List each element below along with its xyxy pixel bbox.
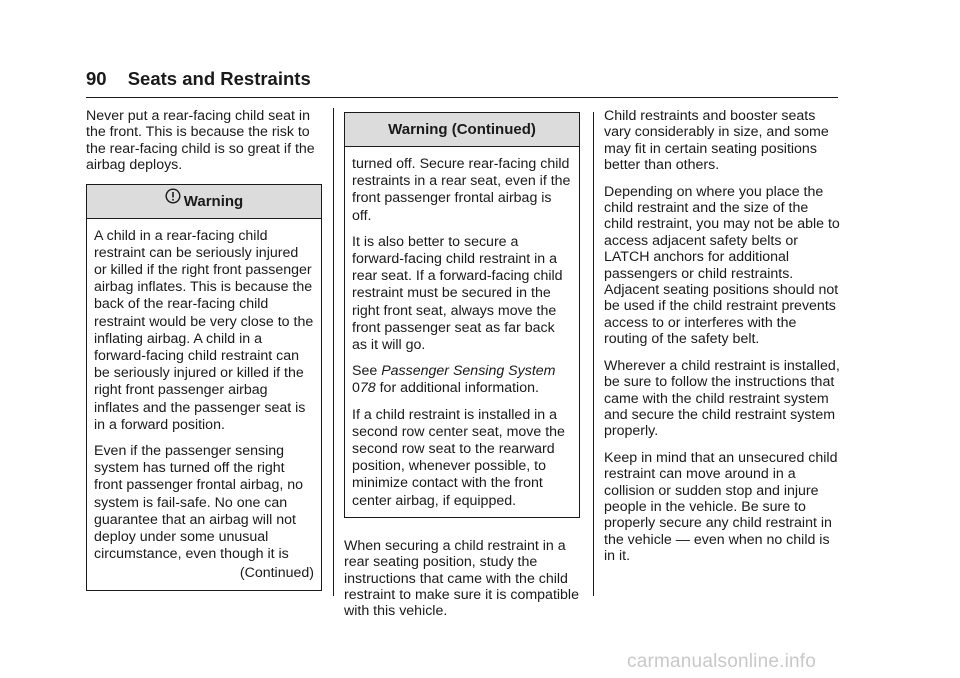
- continued-label: (Continued): [239, 565, 314, 582]
- header-rule: [86, 97, 838, 98]
- warning-continued-body: [345, 147, 579, 517]
- warning-paragraph: A child in a rear-facing child restraint can be seriously injured or killed if the right front passenger airbag inflates. This is because the back of the rear-facing child restraint would be very close to the inflating airbag. A child in a forward-facing child restraint can be seriously injured or killed if the right front passenger airbag inflates and the passenger seat is in a forward position.: [94, 227, 314, 433]
- watermark: carmanualsonline.info: [627, 651, 817, 672]
- see-reference-page[interactable]: 78: [359, 380, 376, 397]
- column-1: [86, 108, 322, 591]
- warning-paragraph: Even if the passenger sensing system has turned off the right front passenger frontal airbag, no system is fail-safe. No one can guarantee that an airbag will not deploy under some unusual circumstance, even though it is: [94, 443, 304, 563]
- column-divider-2: [593, 112, 594, 596]
- section-title: Seats and Restraints: [127, 68, 311, 89]
- warning-paragraph: If a child restraint is installed in a second row center seat, move the second row seat to the rearward position, whenever possible, to minimize contact with the front center airbag, if equipped.: [352, 406, 565, 509]
- page-ref-icon: 0: [352, 380, 360, 397]
- column-3: [604, 108, 840, 575]
- warning-paragraph: turned off. Secure rear-facing child restraints in a rear seat, even if the front passenger frontal airbag is off.: [352, 156, 571, 224]
- body-paragraph: Keep in mind that an unsecured child restraint can move around in a collision or sudden stop and injure people in the vehicle. Be sure to properly secure any child restraint in the vehicle — even when no child is in it.: [604, 449, 838, 565]
- warning-icon: [165, 183, 181, 216]
- warning-box: [86, 184, 322, 591]
- see-reference-link[interactable]: Passenger Sensing System: [381, 363, 556, 380]
- warning-body: [87, 219, 321, 590]
- warning-paragraph: It is also better to secure a forward-facing child restraint in a rear seat. If a forward-facing child restraint must be secured in the right front seat, always move the front passenger seat as far back as it will go.: [352, 233, 563, 354]
- intro-paragraph: Never put a rear-facing child seat in the front. This is because the risk to the rear-facing child is so great if the airbag deploys.: [86, 108, 315, 174]
- securing-paragraph: When securing a child restraint in a rear seating position, study the instructions that came with the child restraint to make sure it is compatible with this vehicle.: [344, 537, 579, 620]
- body-paragraph: Wherever a child restraint is installed, be sure to follow the instructions that came with the child restraint system and secure the child restraint system properly.: [604, 357, 840, 440]
- warning-title: Warning: [183, 192, 244, 210]
- column-2: [344, 108, 580, 630]
- page-number: 90: [86, 68, 107, 89]
- warning-header: [87, 185, 321, 219]
- warning-continued-header: Warning (Continued): [345, 113, 579, 147]
- warning-continued-box: [344, 112, 580, 518]
- see-prefix: See: [352, 363, 382, 380]
- body-paragraph: Depending on where you place the child restraint and the size of the child restraint, you may not be able to access adjacent safety belts or LATCH anchors for additional passengers or child restraints. Adjacent seating positions should not be used if the child restraint prevents access to or interferes with the routing of the safety belt.: [604, 183, 840, 348]
- see-suffix: for additional information.: [375, 380, 539, 397]
- column-divider-1: [333, 108, 334, 596]
- body-paragraph: Child restraints and booster seats vary considerably in size, and some may fit in certain seating positions better than others.: [604, 108, 829, 174]
- page-header: [86, 68, 311, 90]
- see-reference: [352, 363, 572, 397]
